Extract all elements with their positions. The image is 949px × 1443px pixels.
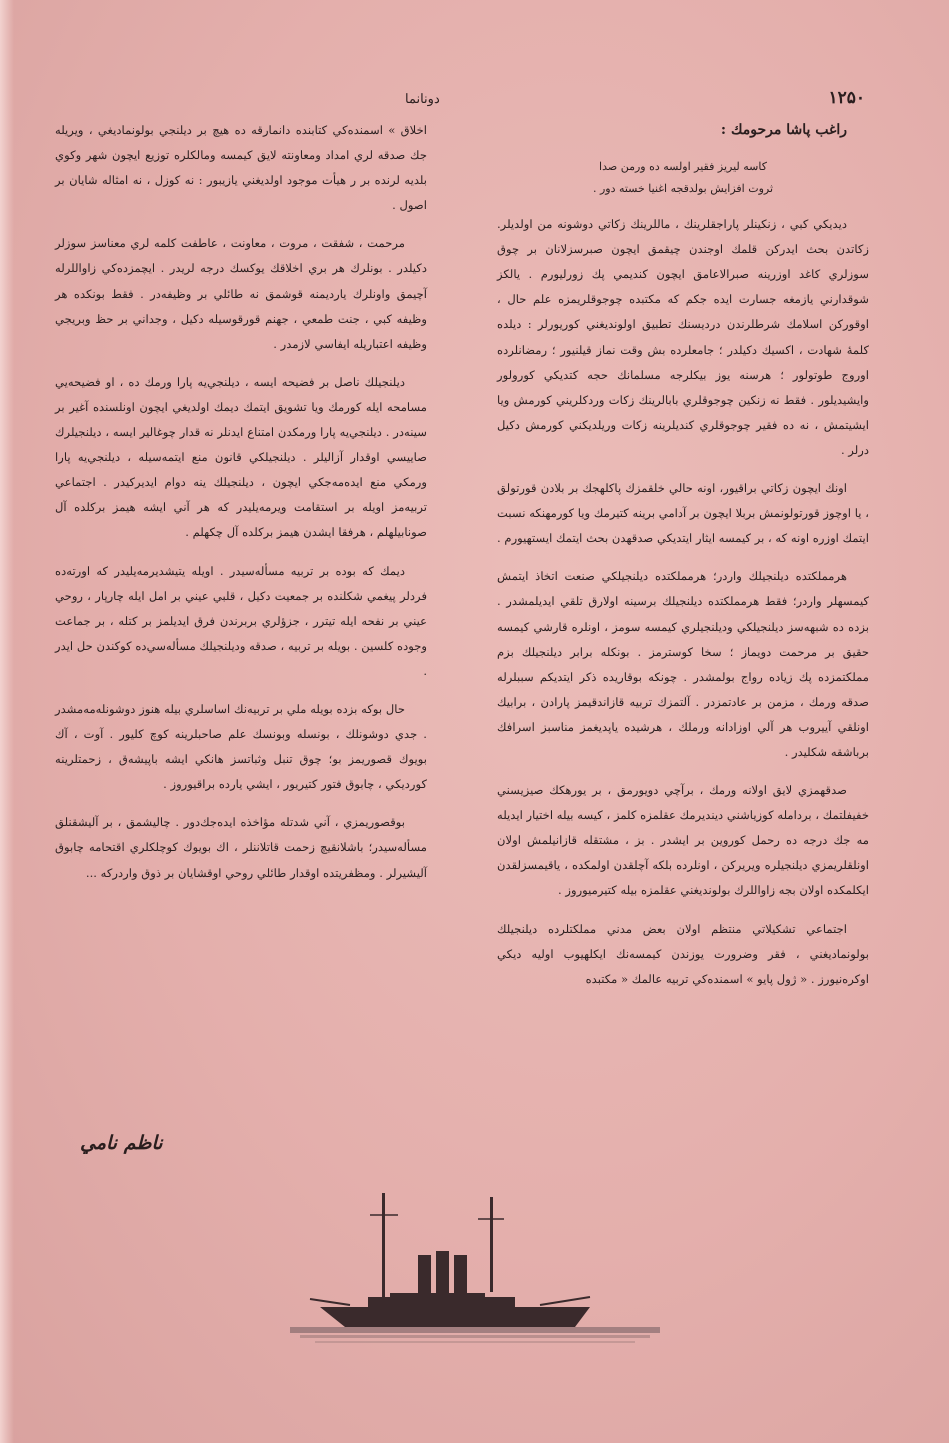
paragraph: هرمملكتده ديلنجيلك واردر؛ هرمملكتده ديلنجيلكي صنعت اتخاذ ايتمش كيمسهلر واردر؛ فقط هرمملكتده ديلنجيلك برسينه اولارق تلقي ايديلمشدر . بزده ده شبهه‌سز ديلنجيلكي وديلنجيلري كيمسه سومز ، اونلره قارشي كيمسه حقيق بر مرحمت دويماز ؛ سخا كوسترمز . بونكله برابر ديلنجيلك بزم مملكتمزده پك زياده رواج بولمشدر . چونكه بوقاريده ذكر ايتديكم سببلرله صدقه ورمك ، مزمن بر عادتمزدر . آلتمزك تربيه قازاندقيمز پارادن ، برابيك اونلقي آييروب هر آلي اوزادانه ورملك ، هرشيده ياپديغمز مناسبز اسرافك برباشقه شكليدر .: [497, 569, 869, 759]
page-edge: [0, 0, 14, 1443]
paragraph: حال بوكه بزده بويله ملي بر تربيه‌نك اساسلري بيله هنوز دوشونله‌مه‌مشدر . جدي دوشونلك ، بونسله وبونسك علم صاحبلرينه كوچ كليور . آوت ، آك بويوك قصوريمز بو؛ چوق تنبل وثباتسز هانكي ايشه باپيشه‌ق ، زحمتلرينه كورديكي ، چابوق فتور كتيريور ، ايشي يارده براقيوروز .: [55, 701, 427, 792]
verse-quote: [527, 156, 839, 200]
paragraph: ديلنجيلك ناصل بر فضيحه ايسه ، ديلنجي‌يه پارا ورمك ده ، او فضيحه‌يي مسامحه ايله كورمك ويا تشويق ايتمك ديمك اولديغي ايچون اونلسنده آغير بر سينه‌در . ديلنجي‌يه پارا ورمكدن امتناع ايدنلر نه قدار چوغالير ايسه ، ديلنجيلرك صاييسي اوقدار آزاليلر . ديلنجيلكي قانون منع ايتمه‌سيله ، ديلنجي‌يه پارا ورمكي منع ايده‌مه‌جكي ايچون ، ديلنجيلك ينه دوام ايديركيدر . اجتماعي تربيه‌مز اويله بر استقامت ويرمه‌يليدر كه هر آني ايشه هيمز بركلده آل صونابيلهلم ، هرفقا ايشدن هيمز بركلده آل چكهلم .: [55, 374, 427, 540]
author-signature: ناظم نامي: [80, 1132, 163, 1154]
page-number: ۱۲۵۰: [828, 88, 865, 108]
paragraph: ديديكي كبي ، زنكينلر پاراجقلرينك ، ماللرينك زكاتي دوشونه من اولديلر. زكاتدن بحث ايدركن قلمك اوجندن چيقمق ايچون صبرسزلانان بر چوق سوزلري كاغد اوزرينه صبرالاعامق ايچون كنديمي پك زورليورم . يالكز شوقدارني يازمغه جسارت ايده جكم كه مكتبده چوجوقلريمزه علم حال ، اوقوركن اسلامك شرطلرندن درديسنك تطبيق اولونديغني كوريورلر : ديلده كلمهٔ شهادت ، اكسيك دكيلدر ؛ جامعلرده بش وقت نماز قيلنيور ؛ رمضانلرده اوروج طوتولور ؛ هرسنه يوز بيكلرجه مسلمانك حجه كتديكي كورولور وايشيديلور . فقط نه زنكين چوجوقلري بابالرينك زكات وردكلريني كورمش ويا ايشيتمش ، نه ده فقير چوجوقلري كنديلرينه زكات وريلديكني كورمش دكيل درلر .: [497, 217, 869, 457]
paragraph: اخلاق » اسمنده‌كي كتابنده دانمارقه ده هيچ بر ديلنجي بولونماديغي ، ويريله جك صدقه لري امداد ومعاونته لايق كيمسه ومالكلره توزيع ايچون شهر وكوي بلديه لرنده بر ر هيأت موجود اولديغني يازيبور : نه كوزل ، نه امثاله شايان بر اصول .: [55, 123, 427, 213]
verse-line: ثروت افزايش بولدقجه اغنيا خسته دور .: [592, 182, 774, 196]
paragraph: بوقصوريمزي ، آني شدتله مؤاخذه ايده‌جك‌دور . چاليشمق ، بر آليشقنلق مسأله‌سيدر؛ باشلانقيچ زحمت قاتلاننلر ، اك بويوك كوچلكلري اقتحامه چابوق آليشيرلر . ومظفريتده اوقدار طائلي روحي اوقشايان بر ذوق واردركه ...: [55, 815, 427, 880]
left-column: [55, 118, 427, 899]
article-title: راغب پاشا مرحومك :: [720, 122, 847, 138]
right-column: [497, 118, 869, 1005]
paragraph: مرحمت ، شفقت ، مروت ، معاونت ، عاطفت كلمه لري معناسز سوزلر دكيلدر . بونلرك هر بري اخلاقك يوكسك درجه لريدر . ايچمزده‌كي زاواللرله آچيمق واونلرك يارديمنه قوشمق نه طائلي بر وظيفه‌در . فقط بونكده هر وظيفه كبي ، جنت طمعي ، جهنم قورقوسيله دكيل ، وجداني بر حظ وبريجي وظيفه اعتباريله ايفاسي لازمدر .: [55, 236, 427, 351]
running-head: دونانما: [405, 92, 440, 107]
paragraph: اجتماعي تشكيلاتي منتظم اولان بعض مدني مملكتلرده ديلنجيلك بولونماديغني ، فقر وضرورت يوزندن كيمسه‌نك ايكلهيوب اوليه ديكي اوكره‌نيورز . « ژول پايو » اسمنده‌كي تربيه عالمك « مكتبده: [497, 921, 869, 986]
paragraph: صدقهمزي لايق اولانه ورمك ، برآچي دويورمق ، بر يورهكك صيزيسني خفيفلتمك ، بردامله كوزياشني دينديرمك عقلمزه كلمز ، كيسه بيله اختيار ايديله مه جك درجه ده رحمل كوروين بر ايشدر . بز ، مشتقله قازانيلمش اولان اونلقلريمزي ديلنجيلره ويريركن ، اونلرده بلكه آچلقدن اولمكده ، ياقيمسزلقدن ايكلمكده اولان بجه زاواللرك بولونديغني عقلمزه بيله كتيرميوروز .: [497, 783, 869, 898]
battleship-illustration-icon: [290, 1185, 660, 1355]
paragraph: ديمك كه بوده بر تربيه مسأله‌سيدر . اويله يتيشديرمه‌يليدر كه اورته‌ده فردلر پيغمي شكلنده بر جمعيت دكيل ، قلبي عيني بر امل ايله چارپار ، روحي عيني بر نفحه ايله تيترر ، جزؤلري بربرندن فرق ايديلمز بر كتله ، بر جماعت وجوده كلسين . بويله بر تربيه ، صدقه وديلنجيلك مسأله‌سي‌ده كوكندن حل ايدر .: [55, 563, 427, 678]
verse-line: كاسه ليريز فقير اولسه ده ورمن صدا: [599, 160, 767, 174]
paragraph: اونك ايچون زكاتي براقيور، اونه حالي خلقمزك پاكلهجك بر بلادن قورتولق ، يا اوچوز قورتولونمش بربلا ايچون بر آدامي برينه كتيرمك ويا كورمهنكه نسبت ايتمك اوزره اونه كه ، بر كيمسه ايثار ايتديكي صدقهدن بحث ايتمك ايستهيورم .: [497, 481, 869, 546]
